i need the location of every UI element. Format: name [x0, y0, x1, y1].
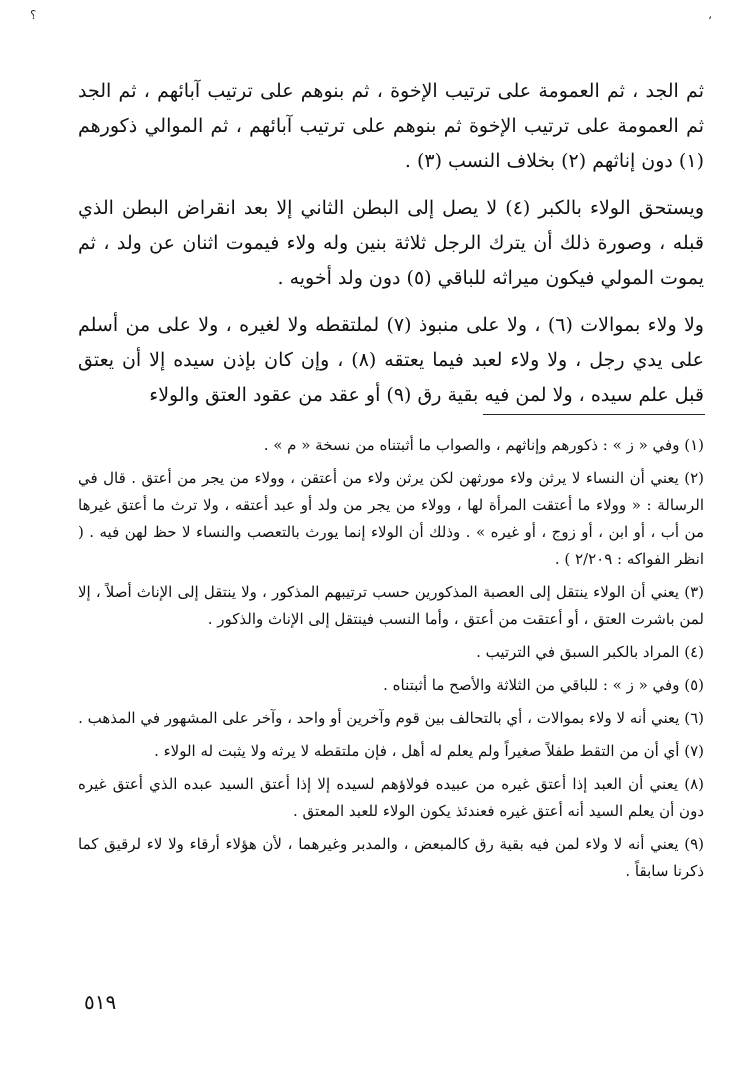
footnote-separator [483, 414, 705, 415]
footnote: (٨) يعني أن العبد إذا أعتق غيره من عبيده فولاؤهم لسيده إلا إذا أعتق السيد عبده الذي أعتق غيره دون أن يعلم السيد أنه أعتق غيره فعندئذ يكون الولاء للعبد المعتق . [78, 775, 704, 820]
footnote: (٩) يعني أنه لا ولاء لمن فيه بقية رق كالمبعض ، والمدبر وغيرهما ، لأن هؤلاء أرقاء ولا لاء لرقيق كما ذكرنا سابقاً . [78, 835, 704, 880]
footnote: (١) وفي « ز » : ذكورهم وإناثهم ، والصواب ما أثبتناه من نسخة « م » . [263, 436, 704, 454]
footnote: (٢) يعني أن النساء لا يرثن ولاء مورثهن لكن يرثن ولاء من أعتقن ، وولاء من يجر من أعتق . قال في الرسالة : « وولاء ما أعتقت المرأة لها ، وولاء من يجر من ولد أو عبد أعتقه ، ولا ترث ما أعتق غيرها من أب ، أو ابن ، أو زوج ، أو غيره » . وذلك أن الولاء إنما يورث بالتعصب والنساء لا حظ لهن فيه . ( انظر الفواكه : ٢/٢٠٩ ) . [78, 469, 704, 568]
main-paragraph: ويستحق الولاء بالكبر (٤) لا يصل إلى البطن الثاني إلا بعد انقراض البطن الذي قبله ، وصورة ذلك أن يترك الرجل ثلاثة بنين وله ولاء فيموت اثنان عن ولد ، ثم يموت المولي فيكون ميراثه للباقي (٥) دون ولد أخويه . [78, 197, 705, 289]
corner-mark-left: ؟ [30, 8, 37, 22]
footnotes [78, 432, 704, 891]
corner-mark-right: ، [708, 8, 712, 22]
main-paragraph: ثم الجد ، ثم العمومة على ترتيب الإخوة ، ثم بنوهم على ترتيب آبائهم ، ثم الجد ثم العمومة على ترتيب الإخوة ثم بنوهم على ترتيب آبائهم ، ثم الموالي ذكورهم (١) دون إناثهم (٢) بخلاف النسب (٣) . [78, 80, 704, 172]
footnote: (٦) يعني أنه لا ولاء بموالات ، أي بالتحالف بين قوم وآخرين أو واحد ، وآخر على المشهور في المذهب . [78, 709, 704, 727]
page-number: ٥١٩ [84, 990, 117, 1014]
main-text [78, 74, 704, 425]
footnote: (٥) وفي « ز » : للباقي من الثلاثة والأصح ما أثبتناه . [383, 676, 704, 694]
footnote: (٤) المراد بالكبر السبق في الترتيب . [476, 643, 704, 661]
footnote: (٧) أي أن من التقط طفلاً صغيراً ولم يعلم له أهل ، فإن ملتقطه لا يرثه ولا يثبت له الولاء . [154, 742, 704, 760]
main-paragraph: ولا ولاء بموالات (٦) ، ولا على منبوذ (٧) لملتقطه ولا لغيره ، ولا على من أسلم على يدي رجل ، ولا ولاء لعبد فيما يعتقه (٨) ، وإن كان بإذن سيده إلا أن يعتق قبل علم سيده ، ولا لمن فيه بقية رق (٩) أو عقد من عقود العتق والولاء [78, 314, 705, 406]
footnote: (٣) يعني أن الولاء ينتقل إلى العصبة المذكورين حسب ترتيبهم المذكور ، ولا ينتقل إلى الإناث أصلاً ، إلا لمن باشرت العتق ، أو أعتقت من أعتق ، وأما النسب فينتقل إلى الإناث والذكور . [78, 583, 704, 628]
